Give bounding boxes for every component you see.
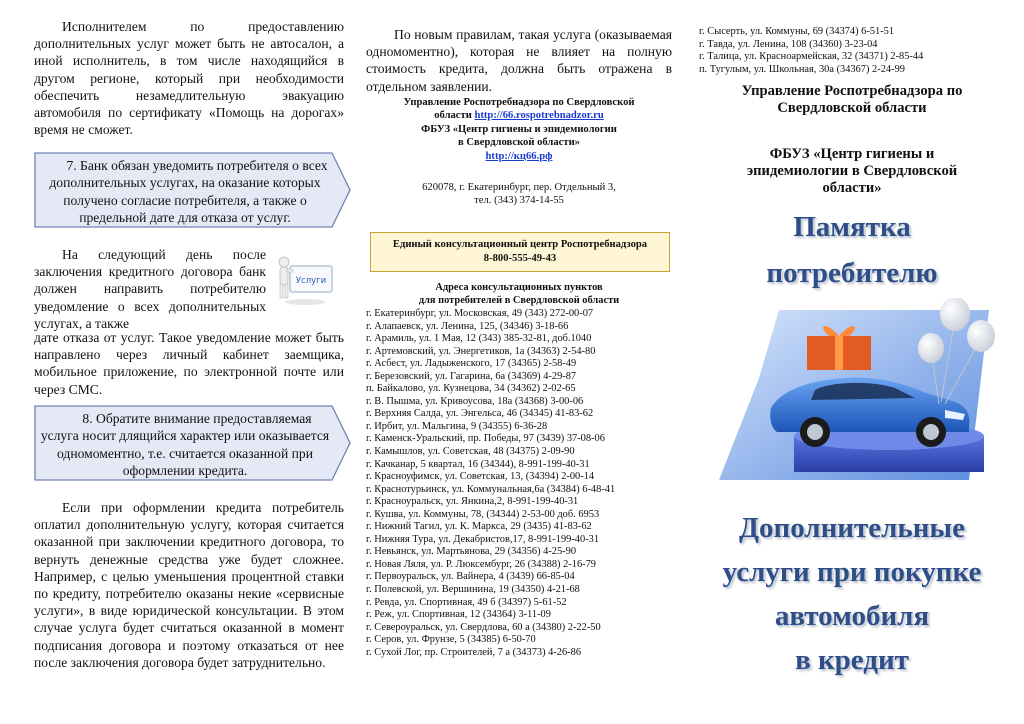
notice-7-text: 7. Банк обязан уведомить потребителя о всех дополнительных услугах, на оказание которых получено согласие потребителя, а также о предельной дате для отказа от услуг. — [49, 158, 328, 226]
list-item: г. Березовский, ул. Гагарина, 6а (34369) 4-29-87 — [366, 370, 577, 382]
list-item: г. Невьянск, ул. Мартьянова, 29 (34356) 4-25-90 — [366, 546, 577, 558]
list-item: г. Ревда, ул. Спортивная, 49 б (34397) 5-61-52 — [366, 596, 567, 608]
org-line — [362, 109, 676, 122]
address-block — [362, 181, 676, 208]
org-fbuz — [697, 146, 1007, 197]
list-item: г. В. Пышма, ул. Кривоусова, 18а (34368) 3-00-06 — [366, 395, 584, 407]
hotline-box — [370, 232, 670, 272]
list-item: г. Краснотурьинск, ул. Коммунальная,6а (34384) 6-48-41 — [366, 483, 616, 495]
consultation-points-list-continued — [699, 26, 1015, 76]
consultation-points-list — [366, 308, 676, 659]
phone-line: тел. (343) 374-14-55 — [474, 195, 564, 207]
org-line: эпидемиологии в Свердловской — [746, 163, 958, 179]
list-item: п. Тугулым, ул. Школьная, 30а (34367) 2-24-99 — [699, 63, 905, 75]
list-item: г. Нижняя Тура, ул. Декабристов,17, 8-991-199-40-31 — [366, 533, 600, 545]
list-item: г. Камышлов, ул. Советская, 48 (34375) 2-09-90 — [366, 446, 575, 458]
car-gift-illustration — [719, 298, 1011, 480]
contacts-block — [362, 96, 676, 163]
list-item: г. Екатеринбург, ул. Московская, 49 (343) 272-00-07 — [366, 308, 594, 319]
title-line: Дополнительные — [739, 512, 965, 544]
list-item: г. Каменск-Уральский, пр. Победы, 97 (3439) 37-08-06 — [366, 433, 605, 445]
list-item: г. Арамиль, ул. 1 Мая, 12 (343) 385-32-81, доб.1040 — [366, 333, 592, 345]
list-item: г. Талица, ул. Красноармейская, 32 (34371) 2-85-44 — [699, 51, 924, 63]
list-item: г. Ирбит, ул. Мальгина, 9 (34355) 6-36-28 — [366, 420, 548, 432]
list-item: г. Новая Ляля, ул. Р. Люксембург, 26 (34388) 2-16-79 — [366, 558, 596, 570]
left-panel — [28, 0, 348, 724]
title-line: автомобиля — [774, 600, 930, 632]
list-item: г. Первоуральск, ул. Вайнера, 4 (3439) 66-85-04 — [366, 571, 575, 583]
org-line: Управление Роспотребнадзора по — [741, 83, 963, 99]
list-item: г. Качканар, 5 квартал, 16 (34344), 8-991-199-40-31 — [366, 458, 590, 470]
title-line: в кредит — [795, 644, 909, 676]
org-line-prefix: области — [434, 110, 475, 122]
org-line: ФБУЗ «Центр гигиены и эпидемиологии — [421, 123, 617, 135]
list-item: г. Алапаевск, ул. Ленина, 125, (34346) 3-18-66 — [366, 320, 569, 332]
hotline-title: Единый консультационный центр Роспотребнадзора — [392, 239, 648, 250]
list-item: г. Асбест, ул. Ладыженского, 17 (34365) 2-58-49 — [366, 358, 577, 370]
address-line: 620078, г. Екатеринбург, пер. Отдельный 3, — [422, 182, 616, 193]
org-line: в Свердловской области» — [458, 137, 580, 149]
org-line: Управление Роспотребнадзора по Свердловской — [403, 97, 635, 108]
title-line: потребителю — [766, 257, 938, 289]
paragraph-new-rules: По новым правилам, такая услуга (оказываемая одномоментно), которая не влияет на полную стоимость кредита, должна быть отражена в отдельном заявлении. — [366, 27, 672, 94]
title-line: Памятка — [793, 211, 911, 243]
hotline-phone: 8-800-555-49-43 — [483, 252, 557, 264]
org-line: Свердловской области — [777, 100, 927, 116]
middle-panel — [362, 0, 676, 724]
org-rospotrebnadzor — [697, 83, 1007, 117]
list-item: п. Байкалово, ул. Кузнецова, 34 (34362) 2-02-65 — [366, 383, 576, 395]
rospotrebnadzor-link[interactable]: http://66.rospotrebnadzor.ru — [474, 110, 604, 122]
paragraph-notification-a: На следующий день после заключения кредитного договора банк должен направить потребителю уведомление о всех дополнительных услугах, а также — [34, 247, 266, 331]
list-item: г. Красноуральск, ул. Янкина,2, 8-991-199-40-31 — [366, 496, 579, 508]
list-item: г. Верхняя Салда, ул. Энгельса, 46 (34345) 41-83-62 — [366, 408, 594, 420]
list-item: г. Полевской, ул. Вершинина, 19 (34350) 4-21-68 — [366, 584, 580, 596]
points-title-line: Адреса консультационных пунктов — [435, 282, 603, 293]
org-line: области» — [822, 180, 882, 196]
list-item: г. Реж, ул. Спортивная, 12 (34364) 3-11-09 — [366, 609, 551, 621]
list-item: г. Североуральск, ул. Свердлова, 60 а (34380) 2-22-50 — [366, 621, 601, 633]
paragraph-refund: Если при оформлении кредита потребитель оплатил дополнительную услугу, которая считается оказанной при заключении кредитного договора, то вернуть денежные средства уже будет сложнее. Например, с целью уменьшения процентной ставки по кредиту, потребителю оказаны некие «сервисные услуги», в виде юридической консультации. В этом случае услуга будет считаться оказанной в момент подписания договора и поэтому отказаться от нее после заключения договора будет затруднительно. — [34, 500, 344, 670]
points-title — [362, 282, 676, 307]
list-item: г. Сысерть, ул. Коммуны, 69 (34374) 6-51-51 — [699, 26, 895, 37]
kc66-link[interactable]: http://кц66.рф — [485, 150, 553, 162]
list-item: г. Артемовский, ул. Энергетиков, 1а (34363) 2-54-80 — [366, 345, 596, 357]
list-item: г. Сухой Лог, пр. Строителей, 7 а (34373) 4-26-86 — [366, 646, 582, 658]
list-item: г. Красноуфимск, ул. Советская, 13, (34394) 2-00-14 — [366, 471, 595, 483]
list-item: г. Нижний Тагил, ул. К. Маркса, 29 (3435) 41-83-62 — [366, 521, 592, 533]
notice-8-text: 8. Обратите внимание предоставляемая услуга носит длящийся характер или оказывается одномоментно, т.е. считается оказанной при оформлении кредита. — [40, 411, 330, 479]
paragraph-notification-b: дате отказа от услуг. Такое уведомление может быть направлено через личный кабинет заемщика, мобильное приложение, по электронной почте или через СМС. — [34, 330, 344, 397]
notice-box-8 — [34, 405, 352, 481]
uslugi-sign-text: Услуги — [295, 276, 327, 286]
list-item: г. Кушва, ул. Коммуны, 78, (34344) 2-53-00 доб. 6953 — [366, 508, 600, 520]
list-item: г. Серов, ул. Фрунзе, 5 (34385) 6-50-70 — [366, 634, 536, 646]
org-line: ФБУЗ «Центр гигиены и — [769, 146, 935, 162]
paragraph-contractor: Исполнителем по предоставлению дополнительных услуг может быть не автосалон, а иной исполнитель, в том числе находящийся в другом регионе, который при необходимости обеспечить незамедлительную эвакуацию автомобиля по сертификату «Помощь на дорогах» время не сможет. — [34, 19, 344, 138]
brochure-title — [697, 204, 1007, 296]
brochure-subtitle — [697, 506, 1007, 682]
right-panel — [697, 0, 1017, 724]
uslugi-sign-illustration — [272, 252, 338, 306]
title-line: услуги при покупке — [722, 556, 982, 588]
notice-box-7 — [34, 152, 352, 228]
points-title-line: для потребителей в Свердловской области — [418, 294, 620, 306]
list-item: г. Тавда, ул. Ленина, 108 (34360) 3-23-04 — [699, 38, 878, 50]
